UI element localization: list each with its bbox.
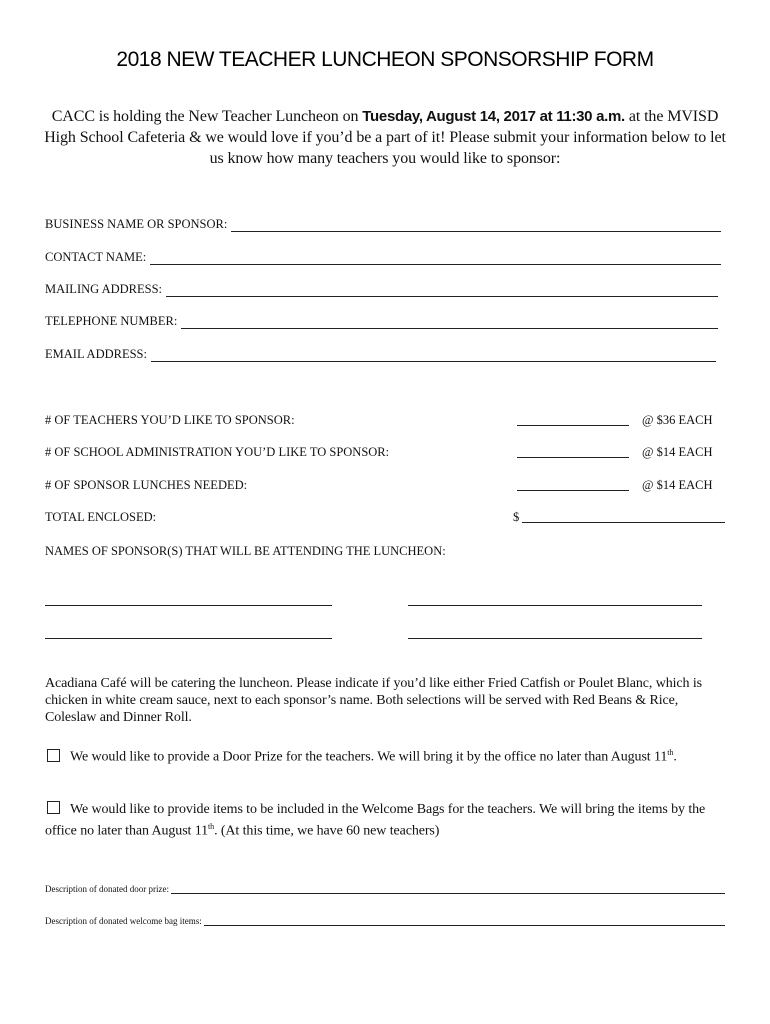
currency-symbol: $ [513,510,520,524]
intro-text-1: CACC is holding the New Teacher Luncheon on [51,108,363,125]
telephone-label: TELEPHONE NUMBER: [45,314,178,328]
welcome-bags-end: . (At this time, we have 60 new teachers) [214,823,440,839]
names-heading: NAMES OF SPONSOR(S) THAT WILL BE ATTENDING THE LUNCHEON: [45,544,446,558]
mailing-address-label: MAILING ADDRESS: [45,282,163,296]
business-name-blank[interactable] [231,219,721,232]
intro-text-2: at the MVISD High School Cafeteria & we would love if you’d be a part of it! Please submit your information below to let us know how many teachers you would like to sponsor: [44,108,726,167]
contact-name-label: CONTACT NAME: [45,250,147,264]
event-date: Tuesday, August 14, 2017 at 11:30 a.m. [362,108,625,125]
telephone-blank[interactable] [181,316,718,329]
door-prize-sup: th [667,748,674,757]
door-prize-text: We would like to provide a Door Prize for the teachers. We will bring it by the office no later than August 11 [70,749,668,765]
telephone-field[interactable] [45,314,718,329]
sponsor-row-price: @ $14 EACH [642,445,713,459]
door-prize-option [45,744,725,766]
welcome-bag-description-label: Description of donated welcome bag items: [45,916,202,926]
sponsor-row-lunches [45,478,725,493]
email-field[interactable] [45,347,716,362]
sponsor-row-label: # OF TEACHERS YOU’D LIKE TO SPONSOR: [45,413,295,427]
business-name-label: BUSINESS NAME OR SPONSOR: [45,217,228,231]
intro-paragraph [40,106,730,169]
quantity-blank[interactable] [517,425,629,426]
contact-name-field[interactable] [45,250,721,265]
contact-name-blank[interactable] [150,252,721,265]
welcome-bag-description-blank[interactable] [204,917,725,926]
door-prize-description-blank[interactable] [171,885,725,894]
door-prize-checkbox[interactable] [47,749,60,762]
total-enclosed-blank[interactable] [522,522,725,523]
quantity-blank[interactable] [517,457,629,458]
welcome-bags-checkbox[interactable] [47,801,60,814]
mailing-address-field[interactable] [45,282,718,297]
sponsor-name-line[interactable] [408,638,702,639]
mailing-address-blank[interactable] [166,284,718,297]
sponsor-row-label: # OF SPONSOR LUNCHES NEEDED: [45,478,248,492]
total-enclosed-label: TOTAL ENCLOSED: [45,510,157,524]
sponsor-row-price: @ $36 EACH [642,413,713,427]
sponsor-row-label: # OF SCHOOL ADMINISTRATION YOU’D LIKE TO SPONSOR: [45,445,390,459]
total-enclosed-row [45,510,725,525]
sponsor-name-line[interactable] [408,605,702,606]
door-prize-end: . [673,749,677,765]
sponsor-row-teachers [45,413,725,428]
door-prize-description-label: Description of donated door prize: [45,884,169,894]
door-prize-description-field[interactable] [45,884,725,894]
sponsor-row-price: @ $14 EACH [642,478,713,492]
catering-paragraph: Acadiana Café will be catering the luncheon. Please indicate if you’d like either Fried Catfish or Poulet Blanc, which is chicken in white cream sauce, next to each sponsor’s name. Both selections will be served with Red Beans & Rice, Coleslaw and Dinner Roll. [45,676,702,725]
business-name-field[interactable] [45,217,721,232]
welcome-bag-description-field[interactable] [45,916,725,926]
sponsor-name-line[interactable] [45,638,332,639]
quantity-blank[interactable] [517,490,629,491]
welcome-bags-option [45,801,725,840]
welcome-bags-sup: th [208,822,215,831]
email-blank[interactable] [151,349,716,362]
email-label: EMAIL ADDRESS: [45,347,147,361]
welcome-bags-text: We would like to provide items to be included in the Welcome Bags for the teachers. We will bring the items by the office no later than August 11 [45,802,706,839]
sponsor-row-administration [45,445,725,460]
form-title: 2018 NEW TEACHER LUNCHEON SPONSORSHIP FORM [116,48,654,71]
sponsor-name-line[interactable] [45,605,332,606]
